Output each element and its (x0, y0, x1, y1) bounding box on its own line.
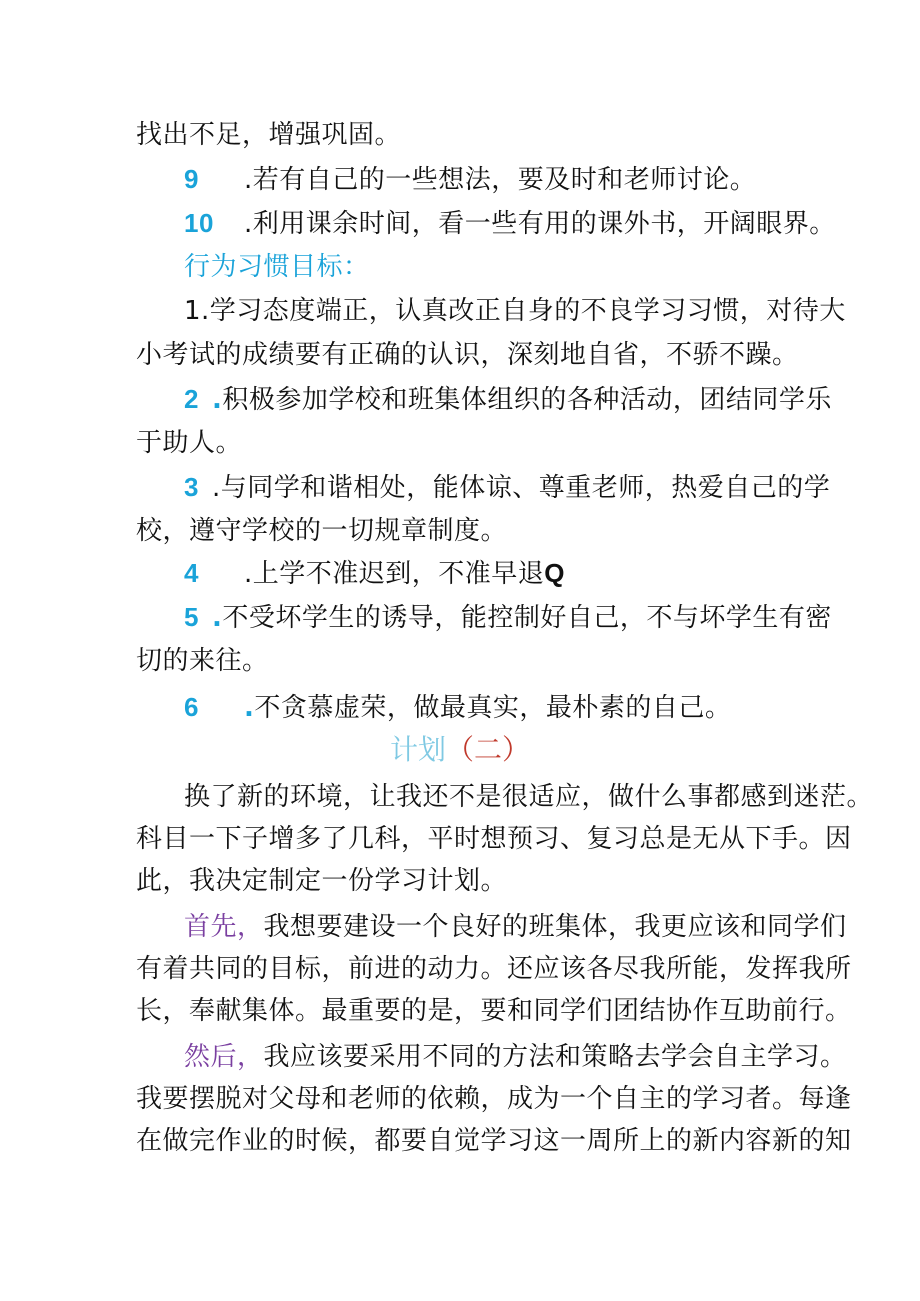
text-line: 小考试的成绩要有正确的认识，深刻地自省，不骄不躁。 (136, 340, 799, 370)
paragraph-line: 然后，我应该要采用不同的方法和策略去学会自主学习。 (184, 1042, 847, 1072)
list-item-3: 3 .与同学和谐相处，能体谅、尊重老师，热爱自己的学 (184, 472, 831, 503)
paragraph-lead: 首先， (184, 912, 264, 942)
list-item-2: 2 .积极参加学校和班集体组织的各种活动，团结同学乐 (184, 384, 832, 415)
list-number: 9 (184, 164, 199, 194)
list-number: 6 (184, 692, 199, 722)
list-number: 5 (184, 602, 199, 632)
list-number: 3 (184, 472, 199, 502)
paragraph-line: 首先，我想要建设一个良好的班集体，我更应该和同学们 (184, 912, 847, 942)
paragraph-line: 在做完作业的时候，都要自觉学习这一周所上的新内容新的知 (136, 1126, 852, 1156)
list-number: 10 (184, 208, 214, 238)
paragraph-line: 科目一下子增多了几科，平时想预习、复习总是无从下手。因 (136, 824, 852, 854)
paragraph-line: 此，我决定制定一份学习计划。 (136, 866, 508, 896)
list-item-10: 10 .利用课余时间，看一些有用的课外书，开阔眼界。 (184, 208, 836, 239)
text-line: 于助人。 (136, 428, 243, 458)
list-number: 2 (184, 384, 199, 414)
list-number: 4 (184, 558, 199, 588)
text-line: 切的来往。 (136, 646, 269, 676)
list-item-5: 5 .不受坏学生的诱导，能控制好自己，不与坏学生有密 (184, 602, 832, 633)
text-line: 找出不足，增强巩固。 (136, 120, 402, 150)
text-line: 校，遵守学校的一切规章制度。 (136, 516, 508, 546)
list-item-1: 1.学习态度端正，认真改正自身的不良学习习惯，对待大 (184, 296, 846, 326)
paragraph-line: 长，奉献集体。最重要的是，要和同学们团结协作互助前行。 (136, 996, 852, 1026)
list-item-9: 9 .若有自己的一些想法，要及时和老师讨论。 (184, 164, 757, 195)
section-heading: 行为习惯目标： (184, 252, 370, 282)
list-item-6: 6 .不贪慕虚荣，做最真实，最朴素的自己。 (184, 692, 732, 723)
section-title: 计划（二） (389, 733, 531, 766)
paragraph-line: 换了新的环境，让我还不是很适应，做什么事都感到迷茫。 (184, 782, 874, 812)
paragraph-line: 我要摆脱对父母和老师的依赖，成为一个自主的学习者。每逢 (136, 1084, 852, 1114)
paragraph-line: 有着共同的目标，前进的动力。还应该各尽我所能，发挥我所 (136, 954, 852, 984)
paragraph-lead: 然后， (184, 1042, 264, 1072)
list-item-4: 4 .上学不准迟到，不准早退Q (184, 558, 565, 589)
